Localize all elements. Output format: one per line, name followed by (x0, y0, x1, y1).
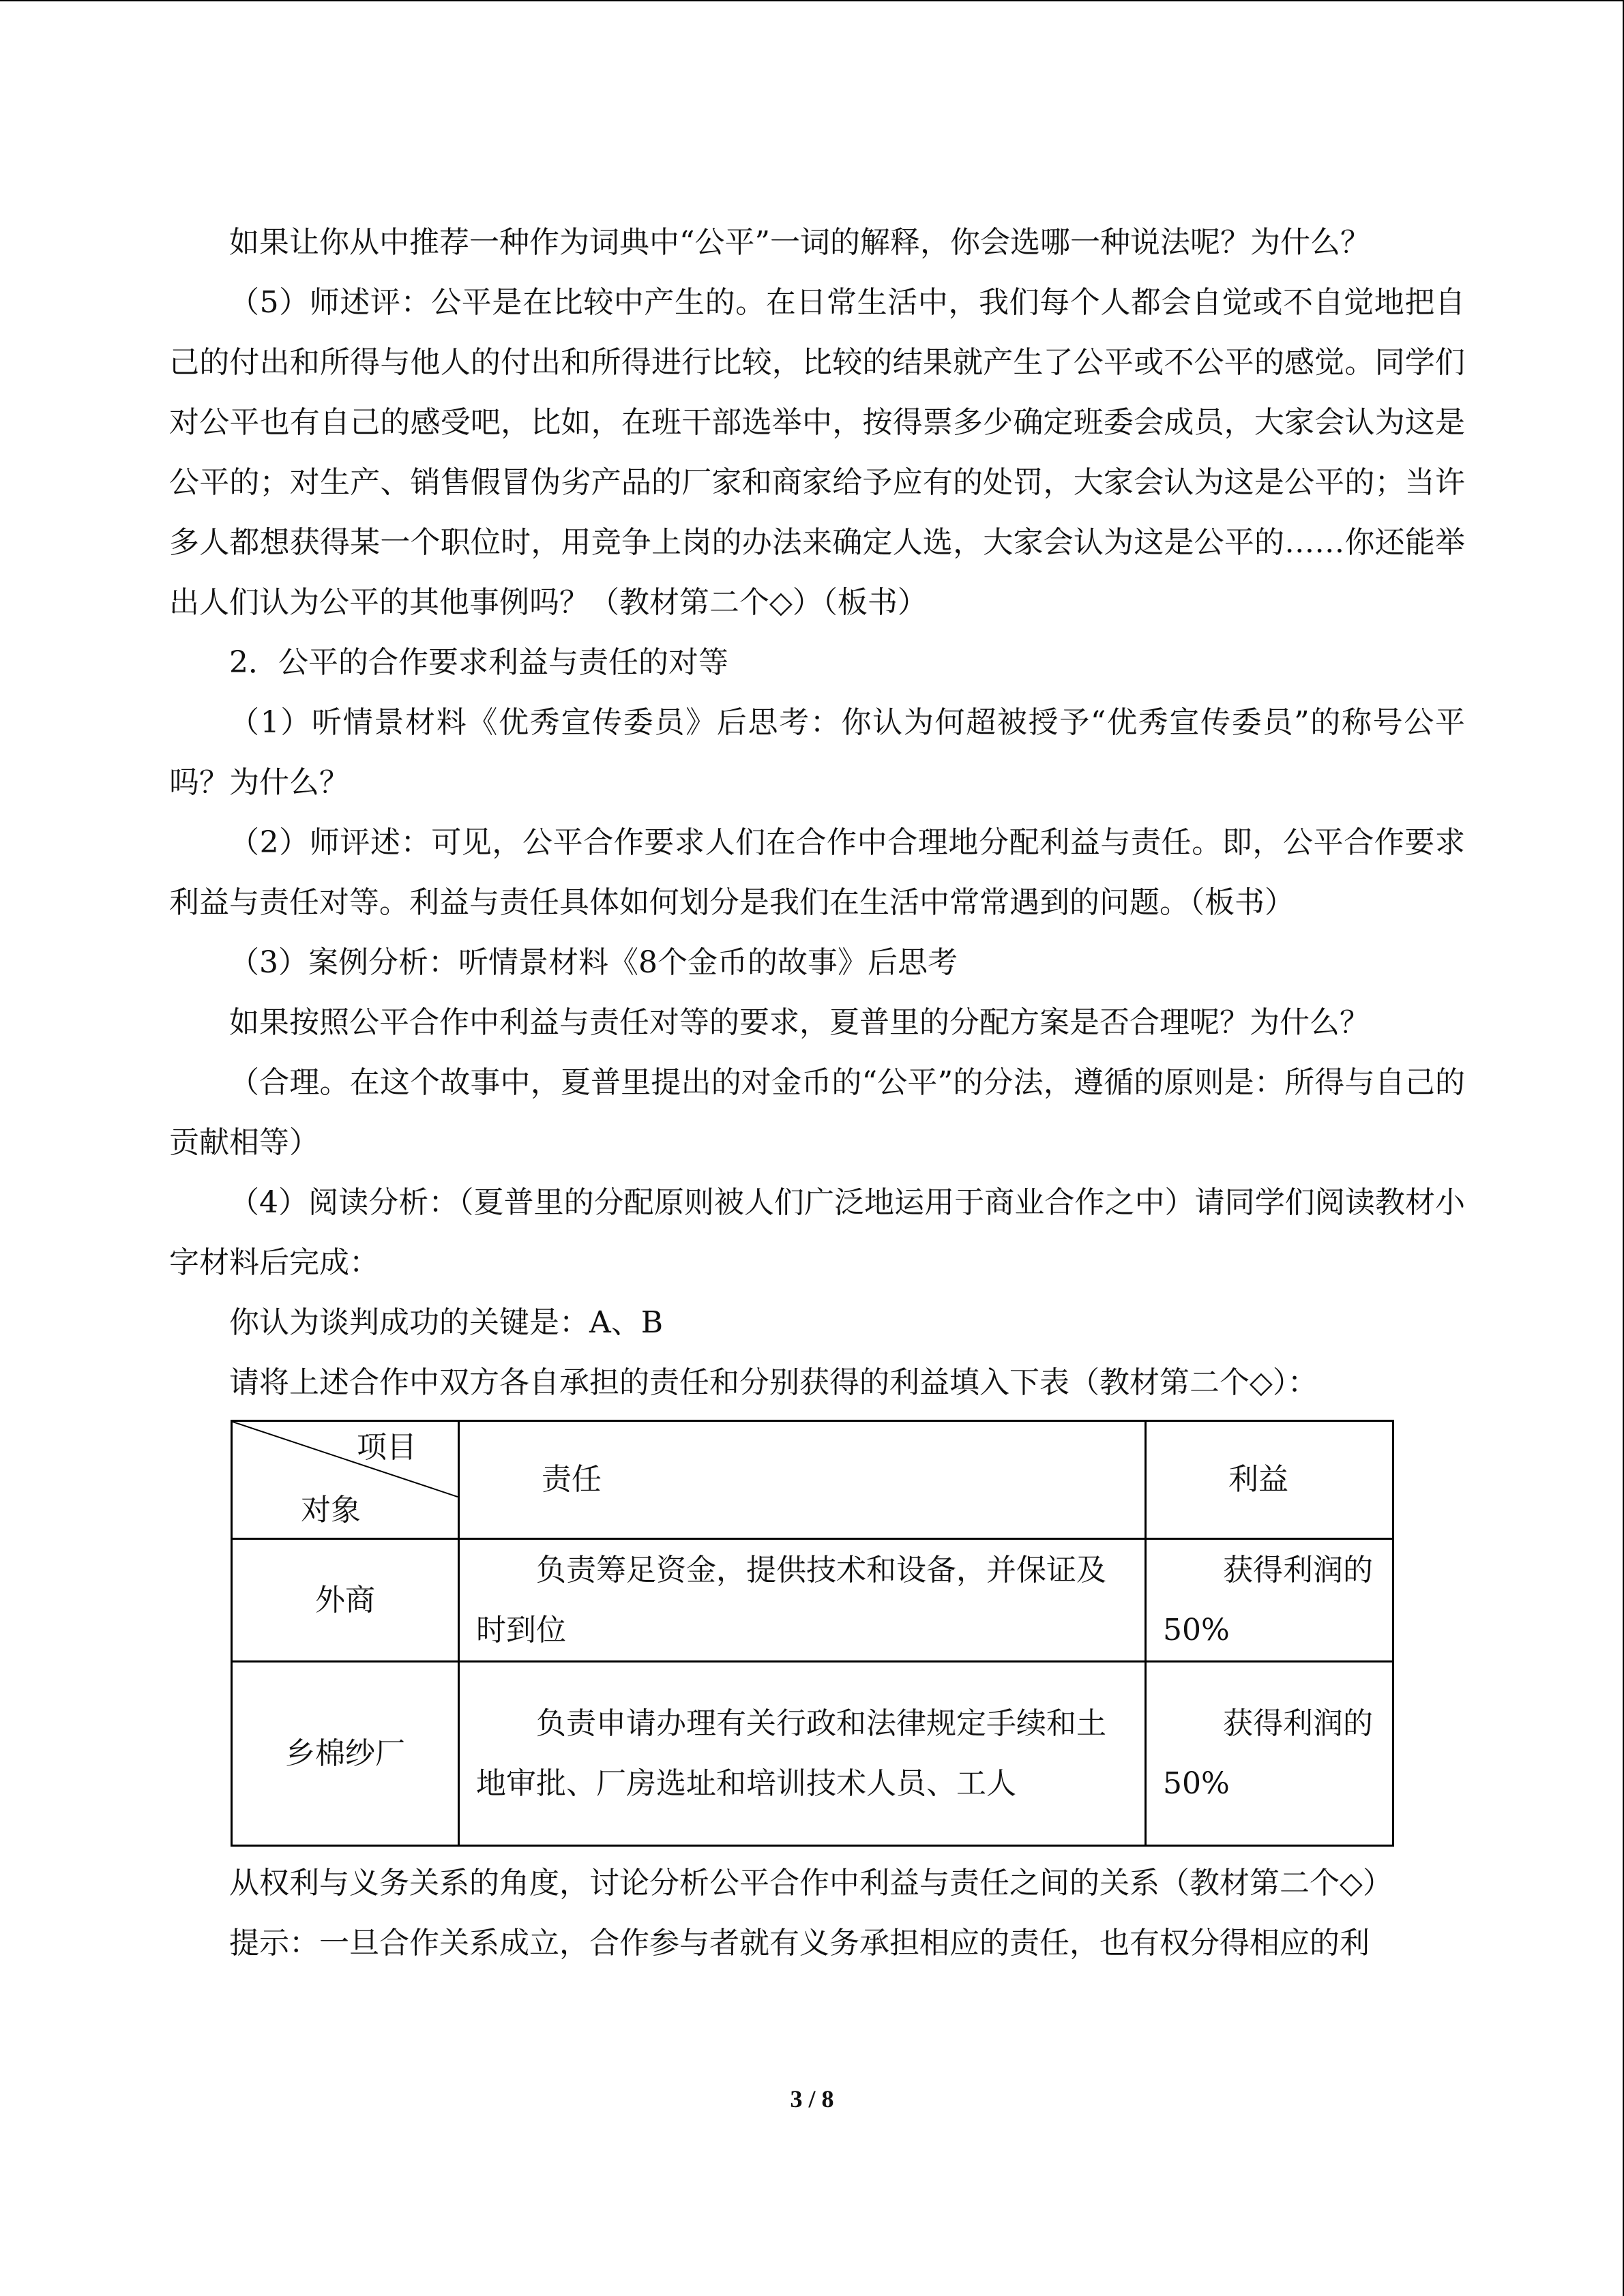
diagonal-header-cell (232, 1421, 459, 1539)
page-content (169, 213, 1465, 1973)
responsibility-text: 负责筹足资金，提供技术和设备，并保证及时到位 (476, 1552, 1106, 1648)
paragraph: 如果按照公平合作中利益与责任对等的要求，夏普里的分配方案是否合理呢？为什么？ (229, 1005, 1370, 1040)
paragraph: 2．公平的合作要求利益与责任的对等 (229, 645, 728, 680)
paragraph: 请将上述合作中双方各自承担的责任和分别获得的利益填入下表（教材第二个◇）： (229, 1365, 1318, 1400)
row-benefit (1146, 1662, 1393, 1846)
benefit-text: 获得利润的50% (1163, 1552, 1373, 1648)
benefit-text: 获得利润的50% (1163, 1705, 1373, 1801)
paragraph: （合理。在这个故事中，夏普里提出的对金币的“公平”的分法，遵循的原则是：所得与自己的贡献相等） (169, 1065, 1465, 1160)
page-number: 3 / 8 (790, 2085, 834, 2113)
paragraph: 提示：一旦合作关系成立，合作参与者就有义务承担相应的责任，也有权分得相应的利 (229, 1926, 1370, 1960)
paragraph: （2）师评述：可见，公平合作要求人们在合作中合理地分配利益与责任。即，公平合作要求利益与责任对等。利益与责任具体如何划分是我们在生活中常常遇到的问题。（板书） (169, 825, 1465, 920)
header-object-label: 对象 (301, 1493, 361, 1527)
row-benefit (1146, 1539, 1393, 1662)
paragraph: 如果让你从中推荐一种作为词典中“公平”一词的解释，你会选哪一种说法呢？为什么？ (229, 225, 1370, 260)
row-object: 乡棉纱厂 (232, 1662, 459, 1846)
paragraph: （3）案例分析：听情景材料《8个金币的故事》后思考 (229, 945, 958, 980)
header-responsibility: 责任 (459, 1421, 1146, 1539)
paragraph: 你认为谈判成功的关键是：A、B (229, 1305, 664, 1340)
paragraph: （1）听情景材料《优秀宣传委员》后思考：你认为何超被授予“优秀宣传委员”的称号公平吗？为什么？ (169, 705, 1465, 800)
row-responsibility (459, 1539, 1146, 1662)
top-paragraphs (169, 213, 1465, 1413)
paragraph: （5）师述评：公平是在比较中产生的。在日常生活中，我们每个人都会自觉或不自觉地把自己的付出和所得与他人的付出和所得进行比较，比较的结果就产生了公平或不公平的感觉。同学们对公平也有自己的感受吧，比如，在班干部选举中，按得票多少确定班委会成员，大家会认为这是公平的；对生产、销售假冒伪劣产品的厂家和商家给予应有的处罚，大家会认为这是公平的；当许多人都想获得某一个职位时，用竞争上岗的办法来确定人选，大家会认为这是公平的……你还能举出人们认为公平的其他事例吗？（教材第二个◇）（板书） (169, 285, 1465, 620)
responsibility-text: 负责申请办理有关行政和法律规定手续和土地审批、厂房选址和培训技术人员、工人 (476, 1705, 1106, 1801)
row-responsibility (459, 1662, 1146, 1846)
header-item-label: 项目 (357, 1430, 417, 1465)
row-object: 外商 (232, 1539, 459, 1662)
header-benefit: 利益 (1146, 1421, 1393, 1539)
bottom-paragraphs (169, 1853, 1465, 1973)
responsibility-table (231, 1420, 1394, 1847)
paragraph: 从权利与义务关系的角度，讨论分析公平合作中利益与责任之间的关系（教材第二个◇） (229, 1866, 1393, 1900)
table-row (232, 1539, 1393, 1662)
paragraph: （4）阅读分析：（夏普里的分配原则被人们广泛地运用于商业合作之中）请同学们阅读教材小字材料后完成： (169, 1185, 1465, 1280)
table-header-row (232, 1421, 1393, 1539)
table-row (232, 1662, 1393, 1846)
